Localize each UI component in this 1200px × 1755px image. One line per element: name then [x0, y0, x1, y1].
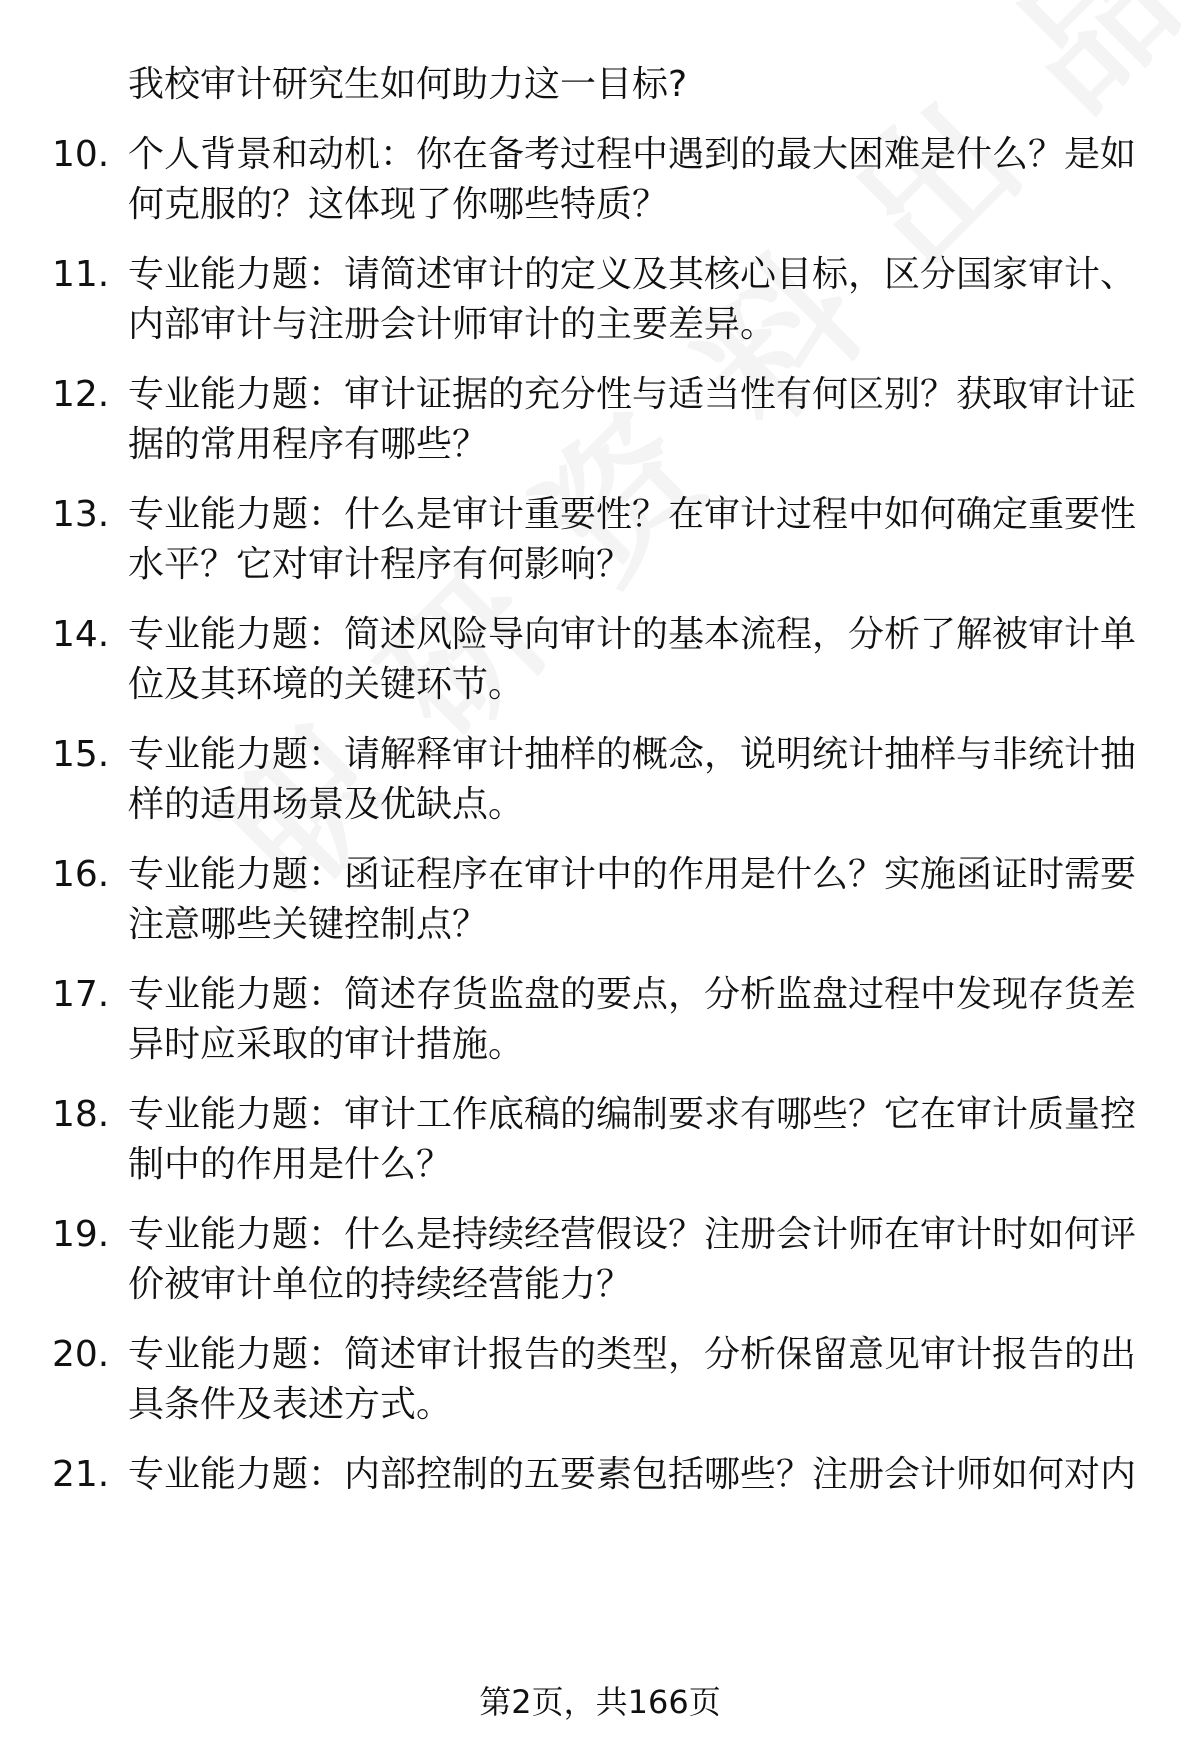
question-text: 个人背景和动机：你在备考过程中遇到的最大困难是什么？是如何克服的？这体现了你哪些特质？	[128, 134, 1137, 225]
question-text: 专业能力题：审计证据的充分性与适当性有何区别？获取审计证据的常用程序有哪些？	[128, 374, 1137, 465]
question-number: 14.	[52, 614, 110, 655]
continuation-text: 我校审计研究生如何助力这一目标?	[128, 64, 688, 105]
question-text: 专业能力题：请简述审计的定义及其核心目标，区分国家审计、内部审计与注册会计师审计的主要差异。	[128, 254, 1137, 345]
question-number: 20.	[52, 1334, 110, 1375]
question-number: 12.	[52, 374, 110, 415]
question-text: 专业能力题：什么是持续经营假设？注册会计师在审计时如何评价被审计单位的持续经营能力？	[128, 1214, 1137, 1305]
question-text: 专业能力题：审计工作底稿的编制要求有哪些？它在审计质量控制中的作用是什么？	[128, 1094, 1137, 1185]
question-number: 16.	[52, 854, 110, 895]
question-number: 18.	[52, 1094, 110, 1135]
question-text: 专业能力题：简述风险导向审计的基本流程，分析了解被审计单位及其环境的关键环节。	[128, 614, 1137, 705]
page-footer: 第2页，共166页	[479, 1683, 721, 1721]
question-text: 专业能力题：函证程序在审计中的作用是什么？实施函证时需要注意哪些关键控制点？	[128, 854, 1137, 945]
question-text: 专业能力题：请解释审计抽样的概念，说明统计抽样与非统计抽样的适用场景及优缺点。	[128, 734, 1137, 825]
question-number: 13.	[52, 494, 110, 535]
question-number: 21.	[52, 1454, 110, 1495]
question-text: 专业能力题：简述审计报告的类型，分析保留意见审计报告的出具条件及表述方式。	[128, 1334, 1137, 1425]
question-text: 专业能力题：内部控制的五要素包括哪些？注册会计师如何对内	[128, 1454, 1137, 1495]
question-number: 17.	[52, 974, 110, 1015]
question-text: 专业能力题：什么是审计重要性？在审计过程中如何确定重要性水平？它对审计程序有何影响？	[128, 494, 1137, 585]
question-number: 10.	[52, 134, 110, 175]
question-number: 15.	[52, 734, 110, 775]
question-text: 专业能力题：简述存货监盘的要点，分析监盘过程中发现存货差异时应采取的审计措施。	[128, 974, 1137, 1065]
question-number: 11.	[52, 254, 110, 295]
question-number: 19.	[52, 1214, 110, 1255]
